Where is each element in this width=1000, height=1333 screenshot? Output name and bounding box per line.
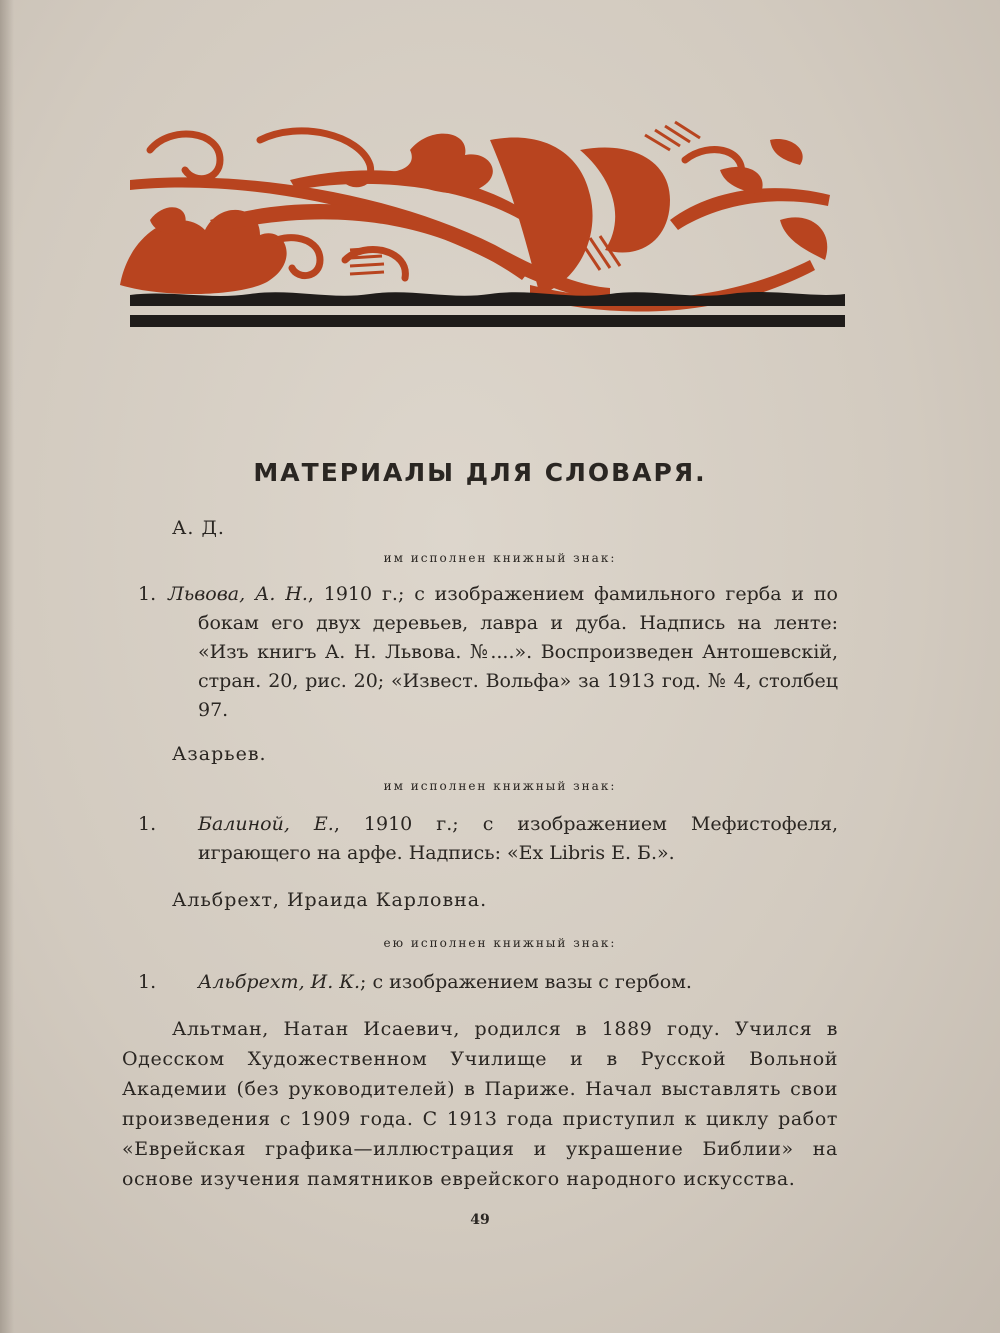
decorative-headpiece-ornament: [110, 110, 850, 335]
owner-name: Альбрехт, И. К.: [198, 971, 361, 993]
artist-name: Азарьев.: [172, 743, 267, 765]
page-number: 49: [470, 1212, 490, 1228]
owner-name: Балиной, Е.: [198, 813, 334, 835]
entry-description: ; с изображением вазы с гербом.: [360, 971, 692, 993]
entry-subheading: им исполнен книжный знак:: [383, 551, 617, 565]
entry-number: 1.: [138, 583, 157, 605]
page-edge-shadow: [0, 0, 14, 1333]
artist-name: А. Д.: [172, 517, 225, 539]
entry-description: , 1910 г.; с изображением фамильного герба и по бокам его двух деревьев, лавра и дуба. Надпись на ленте: «Изъ книгъ А. Н. Львова. №....». Воспроизведен Антошевскій, стран. 20, рис. 20; «Извест. Вольфа» за 1913 год. № 4, столбец 97.: [198, 583, 838, 721]
biography-paragraph: Альтман, Натан Исаевич, родился в 1889 году. Учился в Одесском Художественном Училище и в Русской Вольной Академии (без руководителей) в Париже. Начал выставлять свои произведения с 1909 года. С 1913 года приступил к циклу работ «Еврейская графика—иллюстрация и украшение Библии» на основе изучения памятников еврейского народного искусства.: [122, 1018, 838, 1190]
page-title: МАТЕРИАЛЫ ДЛЯ СЛОВАРЯ.: [253, 458, 707, 487]
entry-subheading: им исполнен книжный знак:: [383, 779, 617, 793]
entry-subheading: ею исполнен книжный знак:: [383, 936, 617, 950]
entry-description: , 1910 г.; с изображением Мефистофеля, играющего на арфе. Надпись: «Ex Libris Е. Б.».: [198, 813, 838, 864]
entry-number: 1.: [138, 813, 157, 835]
artist-name: Альбрехт, Ираида Карловна.: [172, 889, 488, 911]
bookplate-entry: [138, 580, 838, 725]
owner-name: Львова, А. Н.: [168, 583, 308, 605]
bookplate-entry: [138, 810, 838, 868]
bookplate-entry: [138, 968, 838, 997]
entry-number: 1.: [138, 971, 157, 993]
